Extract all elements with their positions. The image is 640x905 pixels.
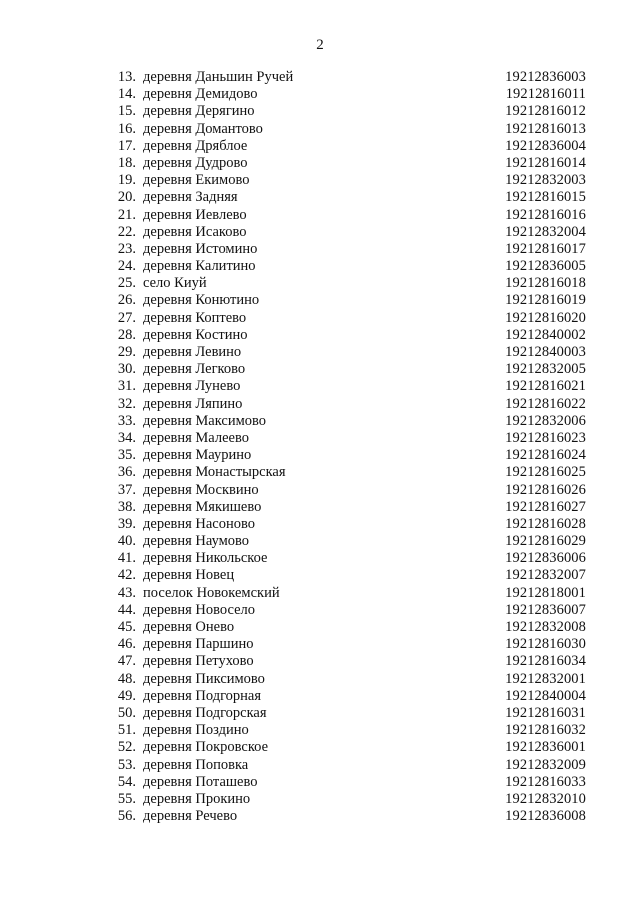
oktmo-code: 19212816022 bbox=[505, 395, 586, 412]
oktmo-code: 19212840004 bbox=[505, 687, 586, 704]
oktmo-code: 19212832005 bbox=[505, 361, 586, 378]
oktmo-code: 19212816019 bbox=[505, 292, 586, 309]
list-item bbox=[0, 138, 640, 155]
item-number: 55. bbox=[117, 790, 136, 807]
list-item bbox=[0, 378, 640, 395]
list-item bbox=[0, 310, 640, 327]
item-number: 14. bbox=[117, 86, 136, 103]
oktmo-code: 19212816017 bbox=[505, 240, 586, 257]
settlement-name: деревня Покровское bbox=[143, 739, 269, 756]
list-item bbox=[0, 722, 640, 739]
item-number: 49. bbox=[117, 687, 136, 704]
settlement-name: деревня Маурино bbox=[143, 447, 252, 464]
item-number: 23. bbox=[117, 240, 136, 257]
item-number: 47. bbox=[117, 653, 136, 670]
settlement-name: деревня Паршино bbox=[143, 636, 254, 653]
settlement-name: деревня Дряблое bbox=[143, 137, 248, 154]
list-item bbox=[0, 361, 640, 378]
settlement-name: деревня Подгорная bbox=[143, 687, 262, 704]
item-number: 16. bbox=[117, 120, 136, 137]
item-number: 19. bbox=[117, 172, 136, 189]
settlement-name: деревня Ляпино bbox=[143, 395, 243, 412]
list-item bbox=[0, 413, 640, 430]
oktmo-code: 19212816013 bbox=[505, 120, 586, 137]
oktmo-code: 19212836008 bbox=[505, 808, 586, 825]
list-item bbox=[0, 791, 640, 808]
item-number: 56. bbox=[117, 808, 136, 825]
item-number: 24. bbox=[117, 258, 136, 275]
list-item bbox=[0, 705, 640, 722]
list-item bbox=[0, 396, 640, 413]
oktmo-code: 19212816029 bbox=[505, 533, 586, 550]
settlement-name: деревня Екимово bbox=[143, 172, 250, 189]
settlement-name: деревня Насоново bbox=[143, 515, 255, 532]
oktmo-code: 19212832008 bbox=[505, 619, 586, 635]
oktmo-code: 19212816027 bbox=[505, 498, 586, 515]
item-number: 32. bbox=[117, 395, 136, 412]
item-number: 30. bbox=[117, 361, 136, 378]
list-item bbox=[0, 774, 640, 791]
oktmo-code: 19212832001 bbox=[505, 670, 586, 687]
settlement-name: деревня Задняя bbox=[143, 189, 238, 206]
list-item bbox=[0, 482, 640, 499]
settlement-name: деревня Никольское bbox=[143, 550, 268, 567]
list-item bbox=[0, 430, 640, 447]
oktmo-code: 19212816032 bbox=[505, 722, 586, 739]
oktmo-code: 19212816030 bbox=[505, 636, 586, 653]
item-number: 15. bbox=[117, 103, 136, 120]
settlement-name: деревня Поташево bbox=[143, 773, 258, 790]
page-number: 2 bbox=[316, 37, 324, 53]
oktmo-code: 19212840002 bbox=[505, 326, 586, 343]
item-number: 46. bbox=[117, 636, 136, 653]
oktmo-code: 19212832003 bbox=[505, 172, 586, 189]
settlement-name: деревня Иевлево bbox=[143, 206, 247, 223]
item-number: 53. bbox=[117, 756, 136, 773]
item-number: 39. bbox=[117, 515, 136, 532]
settlement-name: деревня Речево bbox=[143, 808, 238, 825]
oktmo-code: 19212816015 bbox=[505, 189, 586, 206]
settlement-name: деревня Лунево bbox=[143, 378, 241, 395]
oktmo-code: 19212832006 bbox=[505, 412, 586, 429]
item-number: 50. bbox=[117, 704, 136, 721]
oktmo-code: 19212832010 bbox=[505, 790, 586, 807]
list-item bbox=[0, 688, 640, 705]
list-item bbox=[0, 499, 640, 516]
oktmo-code: 19212836007 bbox=[505, 601, 586, 618]
settlement-name: деревня Москвино bbox=[143, 481, 259, 498]
settlement-name: деревня Даньшин Ручей bbox=[143, 69, 294, 85]
item-number: 21. bbox=[117, 206, 136, 223]
settlement-name: деревня Поздино bbox=[143, 722, 249, 739]
settlement-list bbox=[0, 69, 640, 825]
item-number: 43. bbox=[117, 584, 136, 601]
item-number: 13. bbox=[117, 69, 136, 85]
list-item bbox=[0, 447, 640, 464]
oktmo-code: 19212816012 bbox=[505, 103, 586, 120]
list-item bbox=[0, 464, 640, 481]
item-number: 29. bbox=[117, 344, 136, 360]
settlement-name: поселок Новокемский bbox=[143, 584, 280, 601]
item-number: 26. bbox=[117, 292, 136, 309]
item-number: 37. bbox=[117, 481, 136, 498]
item-number: 36. bbox=[117, 464, 136, 481]
oktmo-code: 19212816028 bbox=[505, 515, 586, 532]
settlement-name: деревня Подгорская bbox=[143, 704, 267, 721]
settlement-name: деревня Левино bbox=[143, 344, 242, 360]
settlement-name: деревня Легково bbox=[143, 361, 246, 378]
oktmo-code: 19212816014 bbox=[505, 154, 586, 171]
list-item bbox=[0, 121, 640, 138]
settlement-name: деревня Костино bbox=[143, 326, 248, 343]
item-number: 17. bbox=[117, 137, 136, 154]
list-item bbox=[0, 292, 640, 309]
settlement-name: деревня Прокино bbox=[143, 790, 251, 807]
list-item bbox=[0, 258, 640, 275]
oktmo-code: 19212816023 bbox=[505, 429, 586, 446]
item-number: 25. bbox=[117, 275, 136, 292]
oktmo-code: 19212836004 bbox=[505, 137, 586, 154]
settlement-name: село Киуй bbox=[143, 275, 207, 292]
list-item bbox=[0, 602, 640, 619]
list-item bbox=[0, 275, 640, 292]
settlement-name: деревня Новец bbox=[143, 567, 235, 584]
list-item bbox=[0, 224, 640, 241]
list-item bbox=[0, 808, 640, 825]
settlement-name: деревня Онево bbox=[143, 619, 235, 635]
item-number: 20. bbox=[117, 189, 136, 206]
settlement-name: деревня Мякишево bbox=[143, 498, 262, 515]
settlement-name: деревня Дерягино bbox=[143, 103, 255, 120]
item-number: 27. bbox=[117, 309, 136, 326]
settlement-name: деревня Наумово bbox=[143, 533, 250, 550]
list-item bbox=[0, 155, 640, 172]
settlement-name: деревня Калитино bbox=[143, 258, 256, 275]
oktmo-code: 19212832004 bbox=[505, 223, 586, 240]
oktmo-code: 19212836006 bbox=[505, 550, 586, 567]
list-item bbox=[0, 671, 640, 688]
list-item bbox=[0, 189, 640, 206]
oktmo-code: 19212816031 bbox=[505, 704, 586, 721]
list-item bbox=[0, 86, 640, 103]
list-item bbox=[0, 69, 640, 86]
item-number: 28. bbox=[117, 326, 136, 343]
oktmo-code: 19212836001 bbox=[505, 739, 586, 756]
list-item bbox=[0, 207, 640, 224]
list-item bbox=[0, 103, 640, 120]
settlement-name: деревня Домантово bbox=[143, 120, 263, 137]
oktmo-code: 19212816018 bbox=[505, 275, 586, 292]
oktmo-code: 19212816024 bbox=[505, 447, 586, 464]
settlement-name: деревня Дудрово bbox=[143, 154, 248, 171]
settlement-name: деревня Пиксимово bbox=[143, 670, 265, 687]
settlement-name: деревня Новосело bbox=[143, 601, 256, 618]
list-item bbox=[0, 757, 640, 774]
item-number: 38. bbox=[117, 498, 136, 515]
list-item bbox=[0, 241, 640, 258]
item-number: 51. bbox=[117, 722, 136, 739]
list-item bbox=[0, 327, 640, 344]
oktmo-code: 19212818001 bbox=[505, 584, 586, 601]
settlement-name: деревня Демидово bbox=[143, 86, 258, 103]
item-number: 45. bbox=[117, 619, 136, 635]
item-number: 41. bbox=[117, 550, 136, 567]
item-number: 54. bbox=[117, 773, 136, 790]
settlement-name: деревня Истомино bbox=[143, 240, 258, 257]
oktmo-code: 19212816020 bbox=[505, 309, 586, 326]
item-number: 52. bbox=[117, 739, 136, 756]
list-item bbox=[0, 172, 640, 189]
item-number: 33. bbox=[117, 412, 136, 429]
oktmo-code: 19212816025 bbox=[505, 464, 586, 481]
oktmo-code: 19212836005 bbox=[505, 258, 586, 275]
oktmo-code: 19212840003 bbox=[505, 344, 586, 360]
item-number: 18. bbox=[117, 154, 136, 171]
list-item bbox=[0, 585, 640, 602]
oktmo-code: 19212832009 bbox=[505, 756, 586, 773]
oktmo-code: 19212816016 bbox=[505, 206, 586, 223]
list-item bbox=[0, 636, 640, 653]
item-number: 31. bbox=[117, 378, 136, 395]
list-item bbox=[0, 653, 640, 670]
settlement-name: деревня Поповка bbox=[143, 756, 249, 773]
settlement-name: деревня Исаково bbox=[143, 223, 247, 240]
list-item bbox=[0, 516, 640, 533]
item-number: 48. bbox=[117, 670, 136, 687]
settlement-name: деревня Коптево bbox=[143, 309, 247, 326]
settlement-name: деревня Максимово bbox=[143, 412, 267, 429]
list-item bbox=[0, 533, 640, 550]
oktmo-code: 19212836003 bbox=[505, 69, 586, 85]
list-item bbox=[0, 344, 640, 361]
item-number: 34. bbox=[117, 429, 136, 446]
list-item bbox=[0, 550, 640, 567]
list-item bbox=[0, 739, 640, 756]
item-number: 40. bbox=[117, 533, 136, 550]
settlement-name: деревня Петухово bbox=[143, 653, 254, 670]
settlement-name: деревня Монастырская bbox=[143, 464, 286, 481]
oktmo-code: 19212816011 bbox=[505, 86, 586, 103]
item-number: 35. bbox=[117, 447, 136, 464]
list-item bbox=[0, 567, 640, 584]
list-item bbox=[0, 619, 640, 636]
oktmo-code: 19212832007 bbox=[505, 567, 586, 584]
oktmo-code: 19212816026 bbox=[505, 481, 586, 498]
oktmo-code: 19212816034 bbox=[505, 653, 586, 670]
settlement-name: деревня Малеево bbox=[143, 429, 249, 446]
oktmo-code: 19212816033 bbox=[505, 773, 586, 790]
item-number: 44. bbox=[117, 601, 136, 618]
item-number: 22. bbox=[117, 223, 136, 240]
item-number: 42. bbox=[117, 567, 136, 584]
settlement-name: деревня Конютино bbox=[143, 292, 260, 309]
oktmo-code: 19212816021 bbox=[505, 378, 586, 395]
